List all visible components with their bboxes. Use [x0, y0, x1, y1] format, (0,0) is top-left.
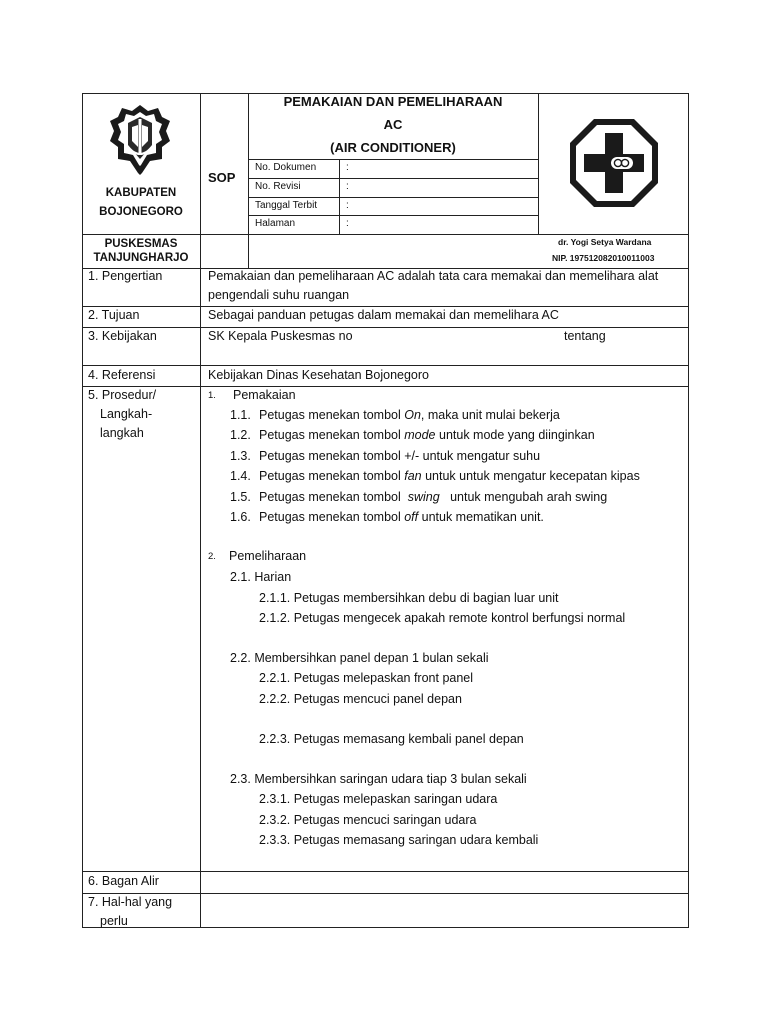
procedure-2-title: Pemeliharaan: [229, 549, 307, 563]
procedure-1-item-text: [259, 490, 607, 504]
item-text-emphasis: On: [404, 408, 421, 422]
item-text-emphasis: swing: [407, 490, 440, 504]
tujuan-label: 2. Tujuan: [88, 308, 140, 322]
procedure-2-1-2: 2.1.2. Petugas mengecek apakah remote kontrol berfungsi normal: [259, 611, 626, 625]
header-divider-right: [248, 234, 688, 235]
row-line-prosedur: [82, 871, 688, 872]
bojonegoro-label: BOJONEGORO: [99, 206, 183, 218]
procedure-2-2-1: 2.2.1. Petugas melepaskan front panel: [259, 671, 474, 685]
pengertian-text-line1: Pemakaian dan pemeliharaan AC adalah tata cara memakai dan memelihara alat: [208, 269, 659, 283]
signer-nip: NIP. 197512082010011003: [552, 253, 655, 263]
hal-perlu-label-line1: 7. Hal-hal yang: [88, 895, 173, 909]
tujuan-text: Sebagai panduan petugas dalam memakai dan memelihara AC: [208, 308, 559, 322]
field-tanggal-terbit-label: Tanggal Terbit: [255, 200, 318, 211]
procedure-2-2-3: 2.2.3. Petugas memasang kembali panel depan: [259, 732, 524, 746]
row-line-referensi: [82, 386, 688, 387]
item-text-pre: Petugas menekan tombol: [259, 469, 405, 483]
procedure-1-item-text: [259, 428, 595, 442]
item-text-emphasis: mode: [404, 428, 436, 442]
procedure-2-3: 2.3. Membersihkan saringan udara tiap 3 bulan sekali: [230, 772, 527, 786]
procedure-1-number: 1.: [208, 390, 216, 401]
document-title-line3: (AIR CONDITIONER): [330, 140, 456, 155]
procedure-1-item-number: 1.5.: [230, 490, 251, 504]
procedure-1-item-text: [259, 510, 544, 524]
item-text-pre: Petugas menekan tombol: [259, 490, 408, 504]
item-text-post: untuk untuk mengatur kecepatan kipas: [421, 469, 640, 483]
procedure-1-item-number: 1.3.: [230, 449, 251, 463]
procedure-2-number: 2.: [208, 551, 216, 562]
field-no-dokumen-label: No. Dokumen: [255, 162, 317, 173]
field-line-3: [248, 215, 538, 216]
procedure-1-item-number: 1.2.: [230, 428, 251, 442]
sop-label: SOP: [208, 170, 236, 185]
item-text-pre: Petugas menekan tombol: [259, 510, 405, 524]
field-tanggal-terbit-sep: :: [346, 200, 349, 211]
item-text-post: untuk mode yang diinginkan: [435, 428, 595, 442]
row-line-pengertian: [82, 306, 688, 307]
procedure-2-1: 2.1. Harian: [230, 570, 292, 584]
bagan-alir-label: 6. Bagan Alir: [88, 874, 159, 888]
field-line-2: [248, 197, 538, 198]
procedure-1-item-number: 1.4.: [230, 469, 251, 483]
tanjungharjo-label: TANJUNGHARJO: [93, 252, 189, 264]
procedure-1-item-number: 1.6.: [230, 510, 251, 524]
kebijakan-tentang: tentang: [564, 329, 606, 343]
procedure-2-1-1: 2.1.1. Petugas membersihkan debu di bagian luar unit: [259, 591, 559, 605]
field-halaman-label: Halaman: [255, 218, 296, 229]
referensi-text: Kebijakan Dinas Kesehatan Bojonegoro: [208, 368, 429, 382]
item-text-pre: Petugas menekan tombol: [259, 408, 405, 422]
kabupaten-label: KABUPATEN: [105, 187, 177, 199]
item-text-post: untuk mematikan unit.: [418, 510, 544, 524]
row-line-bagan: [82, 893, 688, 894]
kebijakan-text: SK Kepala Puskesmas no: [208, 329, 353, 343]
prosedur-label-line3: langkah: [100, 426, 144, 440]
item-text-pre: Petugas menekan tombol +/- untuk mengatur suhu: [259, 449, 541, 463]
field-line-1: [248, 178, 538, 179]
col-divider-right: [538, 93, 539, 234]
row-line-tujuan: [82, 327, 688, 328]
document-title-line1: PEMAKAIAN DAN PEMELIHARAAN: [283, 94, 503, 109]
document-title-line2: AC: [383, 117, 403, 132]
kabupaten-bojonegoro-logo: [108, 103, 172, 177]
referensi-label: 4. Referensi: [88, 368, 156, 382]
item-text-post: untuk mengubah arah swing: [439, 490, 608, 504]
sop-document: [82, 93, 689, 928]
prosedur-label-line1: 5. Prosedur/: [88, 388, 157, 402]
field-no-revisi-label: No. Revisi: [255, 181, 301, 192]
field-halaman-sep: :: [346, 218, 349, 229]
puskesmas-logo: [568, 117, 660, 209]
procedure-1-item-text: [259, 408, 560, 422]
header-divider: [82, 234, 248, 235]
col-divider-left: [200, 93, 201, 928]
procedure-1-item-text: [259, 449, 540, 463]
procedure-2-2: 2.2. Membersihkan panel depan 1 bulan sekali: [230, 651, 489, 665]
kebijakan-label: 3. Kebijakan: [88, 329, 157, 343]
procedure-2-3-3: 2.3.3. Petugas memasang saringan udara kembali: [259, 833, 539, 847]
field-no-revisi-sep: :: [346, 181, 349, 192]
item-text-emphasis: fan: [404, 469, 422, 483]
field-no-dokumen-sep: :: [346, 162, 349, 173]
hal-perlu-label-line2: perlu: [100, 914, 128, 928]
pengertian-text-line2: pengendali suhu ruangan: [208, 288, 350, 302]
procedure-1-title: Pemakaian: [233, 388, 296, 402]
procedure-2-3-2: 2.3.2. Petugas mencuci saringan udara: [259, 813, 477, 827]
puskesmas-label: PUSKESMAS: [104, 238, 178, 250]
procedure-1-item-number: 1.1.: [230, 408, 251, 422]
item-text-post: , maka unit mulai bekerja: [420, 408, 560, 422]
item-text-pre: Petugas menekan tombol: [259, 428, 405, 442]
prosedur-label-line2: Langkah-: [100, 407, 153, 421]
procedure-2-3-1: 2.3.1. Petugas melepaskan saringan udara: [259, 792, 498, 806]
row-line-kebijakan: [82, 365, 688, 366]
procedure-2-2-2: 2.2.2. Petugas mencuci panel depan: [259, 692, 462, 706]
signer-name: dr. Yogi Setya Wardana: [558, 237, 652, 247]
procedure-1-item-text: [259, 469, 640, 483]
title-divider: [248, 159, 538, 160]
item-text-emphasis: off: [404, 510, 419, 524]
pengertian-label: 1. Pengertian: [88, 269, 163, 283]
